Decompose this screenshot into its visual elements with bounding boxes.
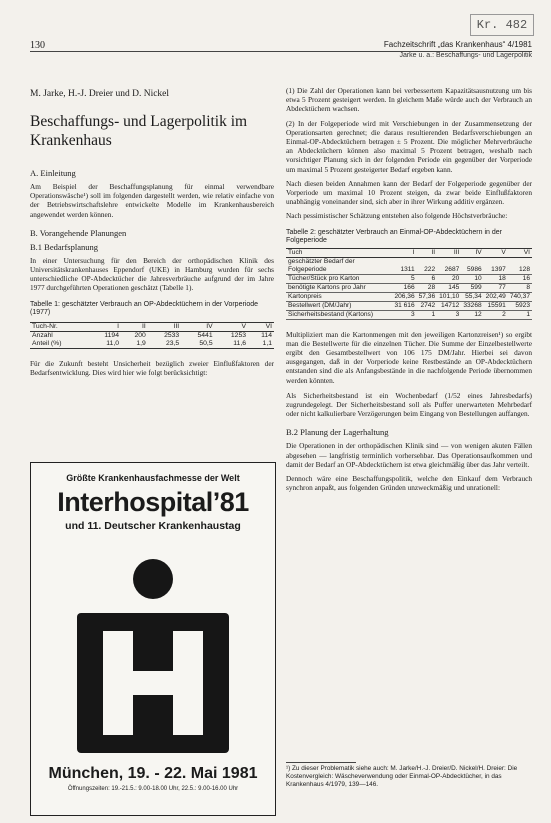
interhospital-advertisement [30,462,276,816]
interhospital-logo-icon [63,555,243,759]
table-header: VI [523,248,530,256]
table-cell: 114 [261,331,272,339]
table-header: V [241,322,247,330]
table1 [30,322,274,349]
table-row [286,257,532,274]
table-cell: 599 [470,283,482,291]
section-heading-b1: B.1 Bedarfsplanung [30,241,98,252]
table-cell: 55,34 [465,292,482,300]
table-cell: 222 [424,265,436,273]
article-title: Beschaffungs- und Lagerpolitik im Krankenhaus [30,113,248,149]
table-cell: 3 [455,310,460,318]
table-cell: 15591 [487,301,506,309]
table-cell: 2533 [164,331,180,339]
table-cell: Anzahl [32,331,53,339]
table-cell: 20 [451,274,460,282]
table-header: V [501,248,506,256]
table-cell: 5441 [197,331,213,339]
table-cell: 14712 [440,301,460,309]
journal-title: Fachzeitschrift „das Krankenhaus“ 4/1981 [383,40,532,49]
table-cell: 28 [427,283,436,291]
table-cell: 1397 [491,265,506,273]
table-cell: 5923 [515,301,530,309]
table-header: II [431,248,436,256]
table-cell: 1,1 [262,339,272,347]
ad-event-name: Interhospital’81 [57,487,249,517]
ad-tagline: Größte Krankenhausfachmesse der Welt [66,473,240,483]
ad-opening-hours: Öffnungszeiten: 19.-21.5.: 9.00-18.00 Uhr, 22.5.: 9.00-16.00 Uhr [67,786,239,792]
table-row [286,274,532,283]
table-header: Tuch [288,248,303,256]
right-column [286,86,532,492]
ad-subtitle: und 11. Deutscher Krankenhaustag [65,520,241,532]
table-header: Tuch-Nr. [32,322,58,330]
table-cell: 1311 [400,265,415,273]
table-cell: Kartonpreis [288,292,322,300]
table-cell: 740,37 [509,292,530,300]
table-cell: 11,6 [233,339,247,347]
table-header: III [173,322,180,330]
table-cell: 6 [431,274,436,282]
table-cell: 23,5 [165,339,180,347]
table-cell: 18 [498,274,506,282]
footnote-rule [286,762,356,763]
table-row [30,331,274,340]
table-header: IV [475,248,482,256]
table-cell: 1,9 [136,339,146,347]
table-cell: benötigte Kartons pro Jahr [288,283,366,291]
after-table1-text: Für die Zukunft besteht Unsicherheit bezüglich zweier Einflußfaktoren der Bedarfsentwicklung. Dies wird hier wie folgt berücksichtigt: [30,358,274,377]
table-header: I [412,248,415,256]
table-cell: 12 [474,310,482,318]
paragraph-pessimistic: Nach pessimistischer Schätzung entstehen also folgende Höchstverbräuche: [286,211,508,221]
footnote: ¹) Zu dieser Problematik siehe auch: M. Jarke/H.-J. Dreier/D. Nickel/H. Dreier: Die Kostenvergleich: Wäscheverwendung oder Einmal-OP-Abdecktücher, in das Krankenhaus 4/1979, 139—146. [286,765,518,788]
table-cell: 145 [448,283,460,291]
table-cell: 1 [526,310,530,318]
table-cell: Sicherheitsbestand (Kartons) [288,310,374,318]
table-cell: 2687 [444,265,460,273]
table-cell: 200 [134,331,146,339]
table-row [286,283,532,292]
table-header: III [453,248,460,256]
table-cell: 1194 [104,331,119,339]
table-cell: 166 [403,283,415,291]
table-cell: 202,49 [485,292,506,300]
paragraph-order-value: Multipliziert man die Kartonmengen mit den jeweiligen Kartonzreisen¹) so ergibt man die Bestellwerte für die einzelnen Tücher. Die Summe der Einzelbestellwerte ergibt den Gesamtbestellwert von 106 175 DM/Jahr. Hierbei sei davon ausgegangen, daß in der Vorperiode keine Restbestände an OP-Abdecktüchern entstanden sind die als Anfangsbestände in die nachfolgende Periode übernommen werden könnten. [286,329,532,385]
table-cell: 2742 [420,301,436,309]
paragraph-operations: Die Operationen in der orthopädischen Klinik sind — von wenigen akuten Fällen abgesehen — langfristig terminlich vorhersehbar. Das Operationsaufkommen und damit der Bedarf an OP-Abdecktüchern ist etwa gleichmäßig über das Jahr verteilt. [286,441,532,469]
article-authors: M. Jarke, H.-J. Dreier und D. Nickel [30,89,170,99]
table-cell: Tücher/Stück pro Karton [288,274,360,282]
table-cell: 33268 [463,301,482,309]
table2-header-row [286,248,532,257]
table-cell: Anteil (%) [32,339,62,347]
table-cell: 57,36 [418,292,436,300]
table-row [286,292,532,301]
table2 [286,248,532,320]
table-cell: 10 [474,274,482,282]
table-row [286,301,532,310]
assumption-1: (1) Die Zahl der Operationen kann bei verbessertem Kapazitätsausnutzung um bis etwa 5 Prozent gesteigert werden. In gleichem Maße würde auch der Verbrauch an Abdecktüchern wachsen. [286,86,532,114]
table-cell: 77 [498,283,506,291]
table-cell: 50,5 [199,339,213,347]
table-cell: 8 [526,283,530,291]
section-heading-b2: B.2 Planung der Lagerhaltung [286,427,389,438]
table2-caption: Tabelle 2: geschätzter Verbrauch an Einmal-OP-Abdecktüchern in der Folgeperiode [286,228,502,245]
table-header: I [117,322,119,330]
table-cell: 128 [518,265,530,273]
table-cell: 1253 [230,331,247,339]
table-row [286,310,532,319]
paragraph-safety-stock: Als Sicherheitsbestand ist ein Wochenbedarf (1/52 eines Jahresbedarfs) zugrundegelegt. Der Sicherheitsbestand soll als Puffer unerwarteten Mehrbedarf oder nicht kalkulierbare Verzögerungen beim Eingang von Bestellungen auffangen. [286,390,532,419]
table-header: IV [206,322,213,330]
table-cell: 2 [502,310,506,318]
table-cell: geschätzter Bedarf der Folgeperiode [288,257,355,273]
table-cell: 5986 [466,265,482,273]
paragraph-procurement: Dennoch wäre eine Beschaffungspolitik, welche den Einkauf dem Verbrauch synchron anpaßt, aus folgenden Gründen unzweckmäßig und unrationell: [286,474,532,493]
table-header: II [142,322,146,330]
paragraph-additive: Nach diesen beiden Annahmen kann der Bedarf der Folgeperiode gegenüber der Vorperiode um maximal 10 Prozent steigen, da zwar beide Einflußfaktoren unabhängig voneinander sind, sich aber in ihrer Wirkung additiv ergänzen. [286,178,532,207]
table-cell: 206,36 [394,292,415,300]
table-header: VI [265,322,272,330]
table-cell: Bestellwert (DM/Jahr) [288,301,352,309]
table-cell: 1 [431,310,436,318]
table-cell: 31 616 [394,301,415,309]
ad-date: München, 19. - 22. Mai 1981 [48,765,258,782]
section-heading-b: B. Vorangehende Planungen [30,227,127,238]
left-column [30,88,274,377]
header-rule [30,51,532,52]
section-b1-text: In einer Untersuchung für den Bereich der orthopädischen Klinik des Universitätskrankenhauses Eppendorf (UKE) in Hamburg wurden für sechs unterschiedliche OP-Abdecktücher die Jahresverbräuche aufgrund der im Jahre 1977 durchgeführten Operationen geschätzt (Tabelle 1). [30,255,274,293]
table-cell: 3 [410,310,415,318]
table-cell: 16 [522,274,530,282]
section-heading-a: A. Einleitung [30,168,76,178]
table1-header-row [30,322,274,331]
table-cell: 101,10 [439,292,460,300]
table-cell: 5 [410,274,415,282]
table-row [30,340,274,349]
running-head: Jarke u. a.: Beschaffungs- und Lagerpolitik [399,52,532,59]
archive-stamp: Kr. 482 [470,14,534,36]
table-cell: 11,0 [106,339,119,347]
assumption-2: (2) In der Folgeperiode wird mit Verschiebungen in der Zusammensetzung der Operationsarten gerechnet; die daraus resultierenden Bedarfsverschiebungen an Einmal-OP-Abdecktüchern betragen ± 5 Prozent. Die möglicher Mehrverbräuche an Abdecktüchern können also maximal 5 Prozent betragen, weshalb nach vorsichtiger Planung sich in der folgenden Periode ein gegenüber der Vorperiode um maximal 5 Prozent gesteigerter Bedarf ergeben kann. [286,118,532,174]
section-a-text: Am Beispiel der Beschaffungsplanung für einmal verwendbare Operationswäsche¹) soll im folgenden dargestellt werden, wie relativ einfache von der Betriebswirtschaftslehre entwickelte Modelle im Krankenhausbereich angewendet werden können. [30,182,274,219]
table1-caption: Tabelle 1: geschätzter Verbrauch an OP-Abdecktüchern in der Vorperiode (1977) [30,300,259,317]
page-number: 130 [30,40,45,51]
